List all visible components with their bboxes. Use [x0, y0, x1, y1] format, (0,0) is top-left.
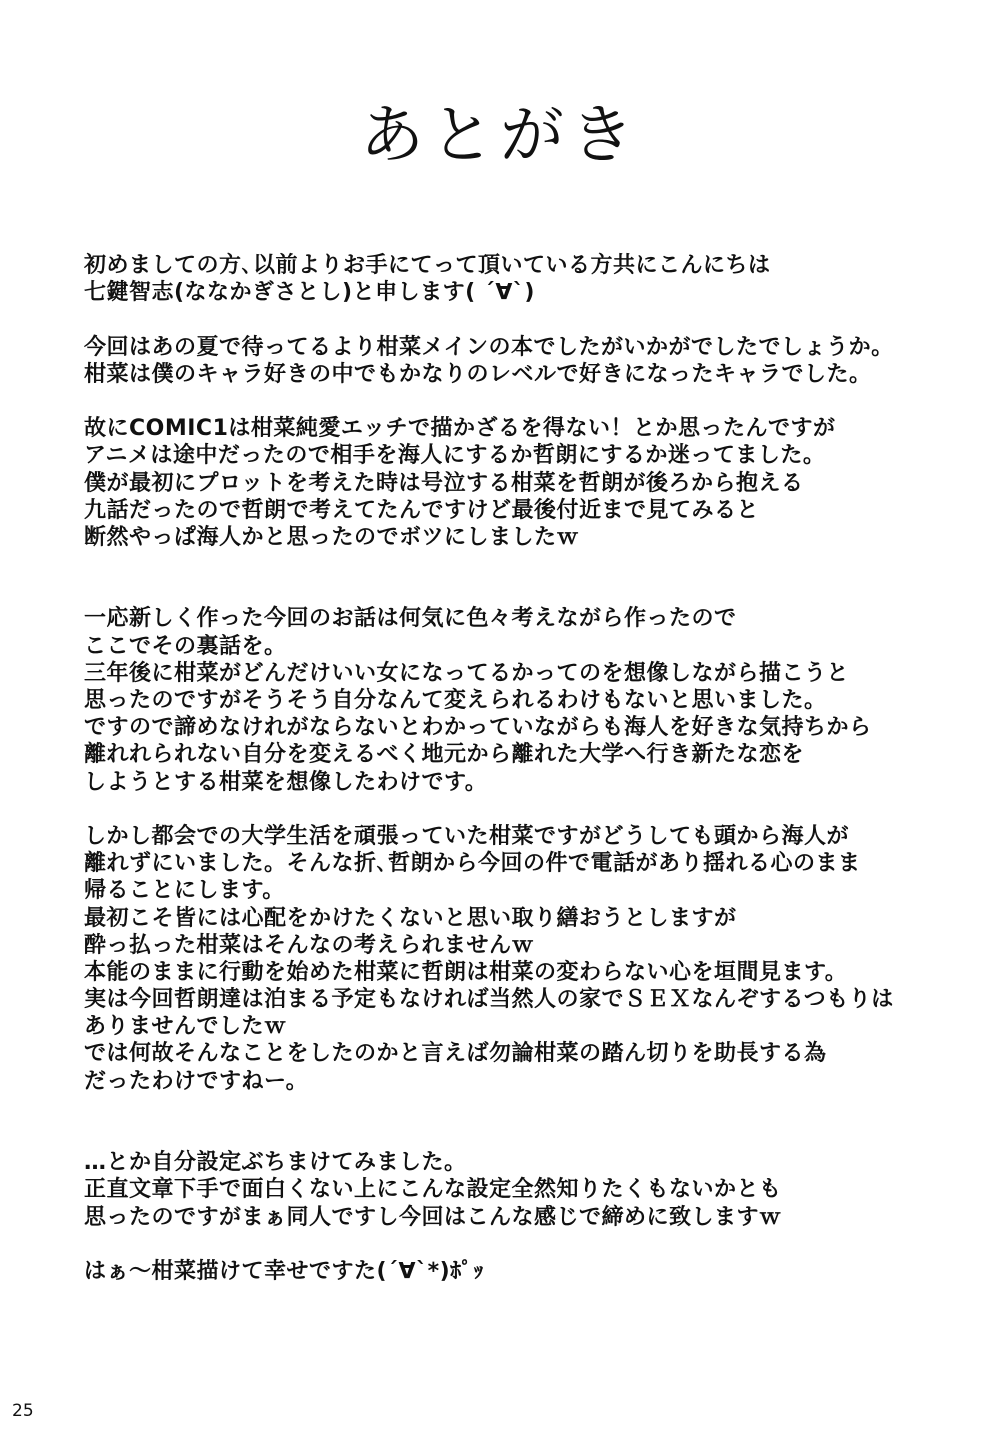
paragraph-intro	[84, 334, 984, 388]
text-line: しようとする柑菜を想像したわけです。	[84, 769, 488, 795]
paragraph-signoff	[84, 1258, 984, 1285]
text-line: 僕が最初にプロットを考えた時は号泣する柑菜を哲朗が後ろから抱える	[84, 470, 804, 496]
text-line: ありませんでしたｗ	[84, 1014, 287, 1040]
text-line: 帰ることにします。	[84, 878, 285, 904]
text-line: では何故そんなことをしたのかと言えば勿論柑菜の踏ん切りを助長する為	[84, 1041, 827, 1067]
text-line: はぁ～柑菜描けて幸せですた(´∀`*)ﾎﾟｯ	[84, 1258, 485, 1284]
text-line: 本能のままに行動を始めた柑菜に哲朗は柑菜の変わらない心を垣間見ます。	[84, 959, 848, 985]
text-line: …とか自分設定ぶちまけてみました。	[84, 1150, 467, 1176]
paragraph-story-detail	[84, 823, 984, 1095]
paragraph-backstory	[84, 605, 984, 795]
paragraph-plot-origin	[84, 415, 984, 551]
text-line: 九話だったので哲朗で考えてたんですけど最後付近まで見てみると	[84, 497, 760, 523]
text-line: 七鍵智志(ななかぎさとし)と申します( ´∀`)	[84, 280, 535, 306]
text-line: 初めましての方､以前よりお手にてって頂いている方共にこんにちは	[84, 253, 771, 278]
text-line: 柑菜は僕のキャラ好きの中でもかなりのレベルで好きになったキャラでした。	[84, 361, 872, 387]
paragraph-greeting	[84, 252, 984, 306]
text-line: ですので諦めなけれがならないとわかっていながらも海人を好きな気持ちから	[84, 715, 872, 741]
text-line: 今回はあの夏で待ってるより柑菜メインの本でしたがいかがでしたでしょうか。	[84, 334, 894, 360]
page-number: 25	[12, 1401, 34, 1421]
text-line: 思ったのですがまぁ同人ですし今回はこんな感じで締めに致しますｗ	[84, 1204, 782, 1230]
text-line: 離れれられない自分を変えるべく地元から離れた大学へ行き新たな恋を	[84, 742, 805, 768]
text-line: 断然やっぱ海人かと思ったのでボツにしましたｗ	[84, 524, 580, 550]
text-line: 一応新しく作った今回のお話は何気に色々考えながら作ったので	[84, 606, 737, 632]
text-line: アニメは途中だったので相手を海人にするか哲朗にするか迷ってました。	[84, 443, 826, 469]
text-line: 三年後に柑菜がどんだけいい女になってるかってのを想像しながら描こうと	[84, 660, 850, 686]
text-line: 酔っ払った柑菜はそんなの考えられませんｗ	[84, 932, 535, 958]
text-line: 故にCOMIC1は柑菜純愛エッチで描かざるを得ない！とか思ったんですが	[84, 416, 836, 442]
text-line: しかし都会での大学生活を頑張っていた柑菜ですがどうしても頭から海人が	[84, 823, 850, 849]
text-line: 正直文章下手で面白くない上にこんな設定全然知りたくもないかとも	[84, 1177, 782, 1203]
text-line: 思ったのですがそうそう自分なんて変えられるわけもないと思いました。	[84, 688, 827, 714]
paragraph-closing	[84, 1149, 984, 1231]
text-line: だったわけですねー。	[84, 1068, 309, 1094]
page-title: あとがき	[360, 99, 640, 173]
text-line: ここでその裏話を。	[84, 633, 287, 659]
text-line: 最初こそ皆には心配をかけたくないと思い取り繕おうとしますが	[84, 905, 737, 931]
text-line: 実は今回哲朗達は泊まる予定もなければ当然人の家でＳＥＸなんぞするつもりは	[84, 987, 894, 1013]
text-line: 離れずにいました。そんな折､哲朗から今回の件で電話があり揺れる心のまま	[84, 851, 861, 877]
afterword-body	[84, 252, 984, 1285]
